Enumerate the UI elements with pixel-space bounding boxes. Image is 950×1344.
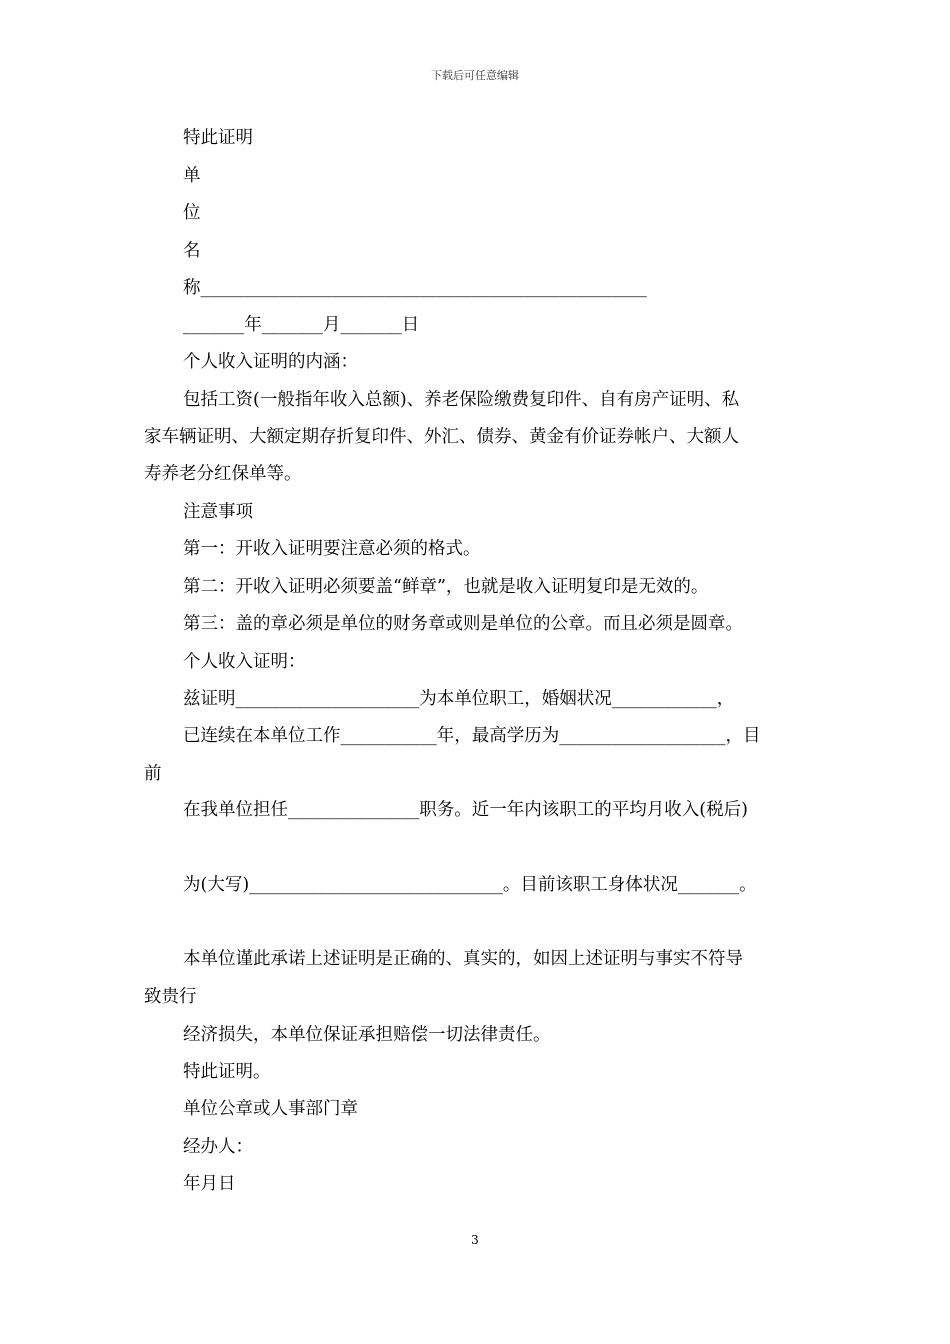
- unit-char-2: 位: [183, 203, 201, 223]
- handler-label: 经办人：: [183, 1137, 253, 1157]
- unit-name-field: 称___________________________________________________: [183, 278, 647, 298]
- date-field: _______年_______月_______日: [183, 315, 420, 335]
- section-heading-notes: 注意事项: [183, 502, 253, 522]
- unit-char-1: 单: [183, 166, 201, 186]
- note-item-1: 第一：开收入证明要注意必须的格式。: [183, 539, 481, 559]
- section-heading-meaning: 个人收入证明的内涵：: [183, 352, 358, 372]
- note-item-2: 第二：开收入证明必须要盖“鲜章”，也就是收入证明复印是无效的。: [183, 577, 709, 597]
- seal-label: 单位公章或人事部门章: [183, 1099, 358, 1119]
- closing-line: 特此证明。: [183, 1062, 271, 1082]
- page-number: 3: [471, 1233, 479, 1247]
- unit-char-3: 名: [183, 241, 201, 261]
- paragraph-line: 包括工资(一般指年收入总额)、养老保险缴费复印件、自有房产证明、私: [183, 390, 740, 410]
- section-heading-certificate: 个人收入证明：: [183, 652, 306, 672]
- closing-line: 特此证明: [183, 128, 253, 148]
- paragraph-line: 寿养老分红保单等。: [144, 464, 302, 484]
- commitment-line: 致贵行: [144, 987, 197, 1007]
- note-item-3: 第三：盖的章必须是单位的财务章或则是单位的公章。而且必须是圆章。: [183, 614, 743, 634]
- date-label: 年月日: [183, 1174, 236, 1194]
- page-header: 下载后可任意编辑: [431, 69, 519, 82]
- form-line: 兹证明_____________________为本单位职工，婚姻状况____________，: [183, 689, 735, 709]
- form-line: 已连续在本单位工作___________年，最高学历为___________________，目: [183, 726, 761, 746]
- commitment-line: 本单位谨此承诺上述证明是正确的、真实的，如因上述证明与事实不符导: [183, 949, 743, 969]
- form-line: 在我单位担任_______________职务。近一年内该职工的平均月收入(税后): [183, 800, 748, 820]
- form-line: 为(大写)_____________________________。目前该职工身体状况_______。: [183, 875, 757, 895]
- form-line: 前: [144, 764, 162, 784]
- paragraph-line: 家车辆证明、大额定期存折复印件、外汇、债券、黄金有价证券帐户、大额人: [144, 427, 739, 447]
- commitment-line: 经济损失，本单位保证承担赔偿一切法律责任。: [183, 1025, 551, 1045]
